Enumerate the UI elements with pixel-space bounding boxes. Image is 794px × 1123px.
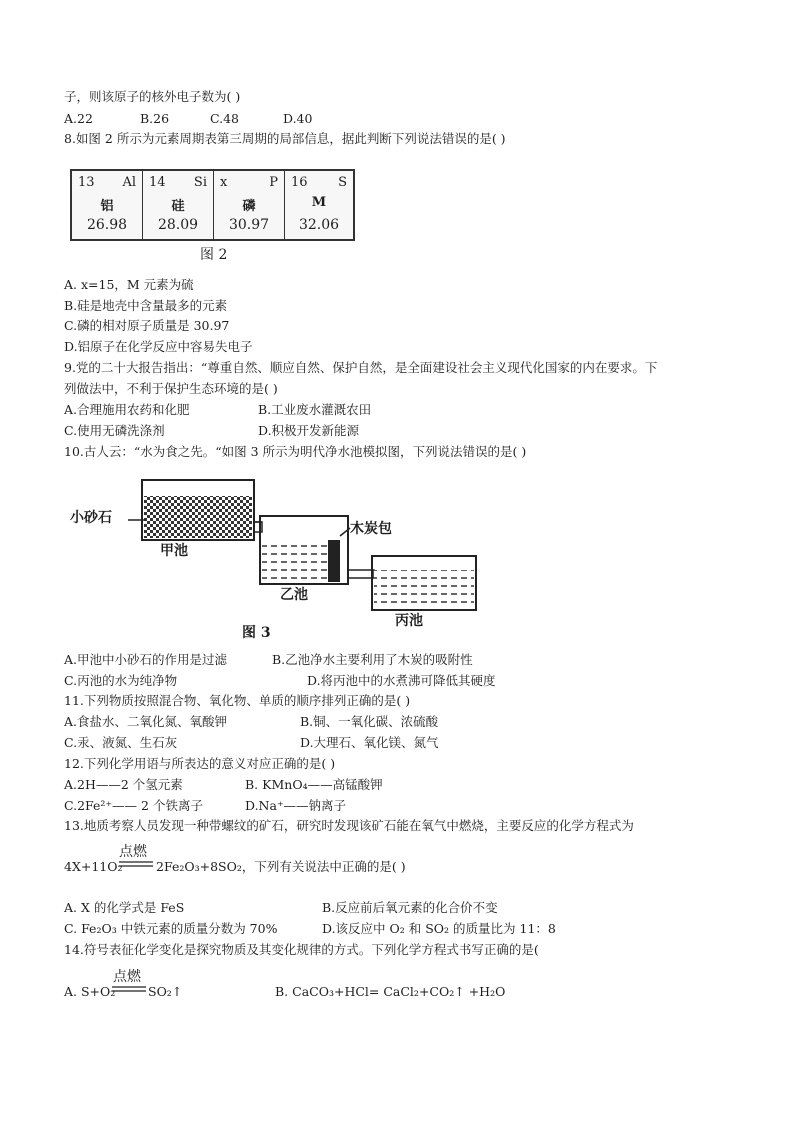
atomic-number: 14 [149, 175, 166, 190]
q10-option-c: C.丙池的水为纯净物 [64, 673, 178, 688]
q11-stem: 11.下列物质按照混合物、氧化物、单质的顺序排列正确的是( ) [64, 693, 411, 708]
q14-option-b: B. CaCO₃+HCl= CaCl₂+CO₂↑ +H₂O [275, 984, 506, 999]
q8-option-a: A. x=15，M 元素为硫 [64, 277, 194, 292]
element-symbol: P [269, 175, 278, 190]
q10-option-b: B.乙池净水主要利用了木炭的吸附性 [272, 652, 473, 667]
q9-stem-line1: 9.党的二十大报告指出：“尊重自然、顺应自然、保护自然，是全面建设社会主义现代化国家的内在要求。下 [64, 360, 658, 375]
q8-option-b: B.硅是地壳中含量最多的元素 [64, 298, 228, 313]
q9-stem-line2: 列做法中，不利于保护生态环境的是( ) [64, 381, 278, 396]
atomic-mass: 28.09 [157, 217, 199, 233]
equals-sign-icon [112, 985, 148, 993]
q13-option-d: D.该反应中 O₂ 和 SO₂ 的质量比为 11：8 [322, 921, 556, 936]
q12-option-c: C.2Fe²⁺—— 2 个铁离子 [64, 798, 203, 813]
element-symbol: Si [193, 175, 207, 190]
q8-option-d: D.铝原子在化学反应中容易失电子 [64, 339, 253, 354]
q11-option-b: B.铜、一氧化碳、浓硫酸 [300, 714, 439, 729]
label-pool-bing: 丙池 [395, 613, 423, 629]
q10-stem: 10.古人云：“水为食之先。“如图 3 所示为明代净水池模拟图，下列说法错误的是( ) [64, 444, 527, 459]
q13-option-c: C. Fe₂O₃ 中铁元素的质量分数为 70% [64, 921, 278, 936]
q14-option-a-left: A. S+O₂ [64, 984, 116, 999]
element-name: 铝 [100, 199, 114, 214]
q11-option-a: A.食盐水、二氧化氮、氧酸钾 [64, 714, 228, 729]
q11-option-c: C.汞、液氮、生石灰 [64, 735, 178, 750]
atomic-number: x [220, 175, 228, 190]
element-symbol: S [338, 175, 347, 190]
q7-option-a: A.22 [64, 111, 93, 126]
equals-sign-icon [119, 860, 155, 868]
figure-3-caption: 图 3 [242, 625, 271, 641]
element-cell-si [143, 171, 214, 239]
q10-option-d: D.将丙池中的水煮沸可降低其硬度 [307, 673, 496, 688]
q12-option-a: A.2H——2 个氢元素 [64, 777, 183, 792]
element-cell-s [285, 171, 353, 239]
water-yi [262, 542, 328, 582]
q13-condition: 点燃 [119, 844, 147, 860]
q14-condition: 点燃 [113, 969, 141, 985]
q10-option-a: A.甲池中小砂石的作用是过滤 [64, 652, 228, 667]
q8-stem: 8.如图 2 所示为元素周期表第三周期的局部信息，据此判断下列说法错误的是( ) [64, 131, 506, 146]
q12-stem: 12.下列化学用语与所表达的意义对应正确的是( ) [64, 756, 336, 771]
element-cell-al [72, 171, 143, 239]
q14-option-a-right: SO₂↑ [148, 984, 183, 999]
charcoal-bag [328, 540, 340, 582]
q7-option-d: D.40 [283, 111, 313, 126]
atomic-mass: 32.06 [298, 217, 340, 233]
element-name: M [311, 195, 327, 210]
element-name: 硅 [171, 199, 185, 214]
water-bing [374, 570, 474, 608]
label-pool-jia: 甲池 [160, 543, 188, 559]
q13-option-b: B.反应前后氧元素的化合价不变 [322, 900, 498, 915]
atomic-number: 16 [291, 175, 308, 190]
q13-option-a: A. X 的化学式是 FeS [64, 900, 185, 915]
q7-option-b: B.26 [140, 111, 170, 126]
q12-option-d: D.Na⁺——钠离子 [245, 798, 347, 813]
atomic-mass: 30.97 [228, 217, 270, 233]
q9-option-d: D.积极开发新能源 [258, 423, 360, 438]
element-symbol: Al [122, 175, 136, 190]
q7-option-c: C.48 [210, 111, 239, 126]
q9-option-a: A.合理施用农药和化肥 [64, 402, 190, 417]
q14-stem: 14.符号表征化学变化是探究物质及其变化规律的方式。下列化学方程式书写正确的是( [64, 942, 539, 957]
element-name: 磷 [242, 199, 256, 214]
gravel-layer [144, 496, 252, 538]
q11-option-d: D.大理石、氧化镁、氮气 [300, 735, 439, 750]
q12-option-b: B. KMnO₄——高锰酸钾 [245, 777, 383, 792]
label-charcoal: 木炭包 [350, 521, 392, 537]
atomic-number: 13 [78, 175, 95, 190]
pipe-yi-bing [348, 570, 374, 578]
q13-stem: 13.地质考察人员发现一种带螺纹的矿石，研究时发现该矿石能在氧气中燃烧，主要反应的化学方程式为 [64, 818, 634, 833]
figure-2-caption: 图 2 [200, 247, 228, 263]
label-pool-yi: 乙池 [280, 587, 308, 603]
atomic-mass: 26.98 [86, 217, 128, 233]
q13-eq-right: 2Fe₂O₃+8SO₂，下列有关说法中正确的是( ) [156, 859, 406, 874]
element-cell-p [214, 171, 285, 239]
q9-option-b: B.工业废水灌溉农田 [258, 402, 372, 417]
q7-stem: 子，则该原子的核外电子数为( ) [64, 89, 241, 104]
q13-eq-left: 4X+11O₂ [64, 859, 123, 874]
periodic-table-figure [70, 169, 355, 241]
label-sand: 小砂石 [70, 510, 112, 526]
q9-option-c: C.使用无磷洗涤剂 [64, 423, 165, 438]
q8-option-c: C.磷的相对原子质量是 30.97 [64, 318, 230, 333]
